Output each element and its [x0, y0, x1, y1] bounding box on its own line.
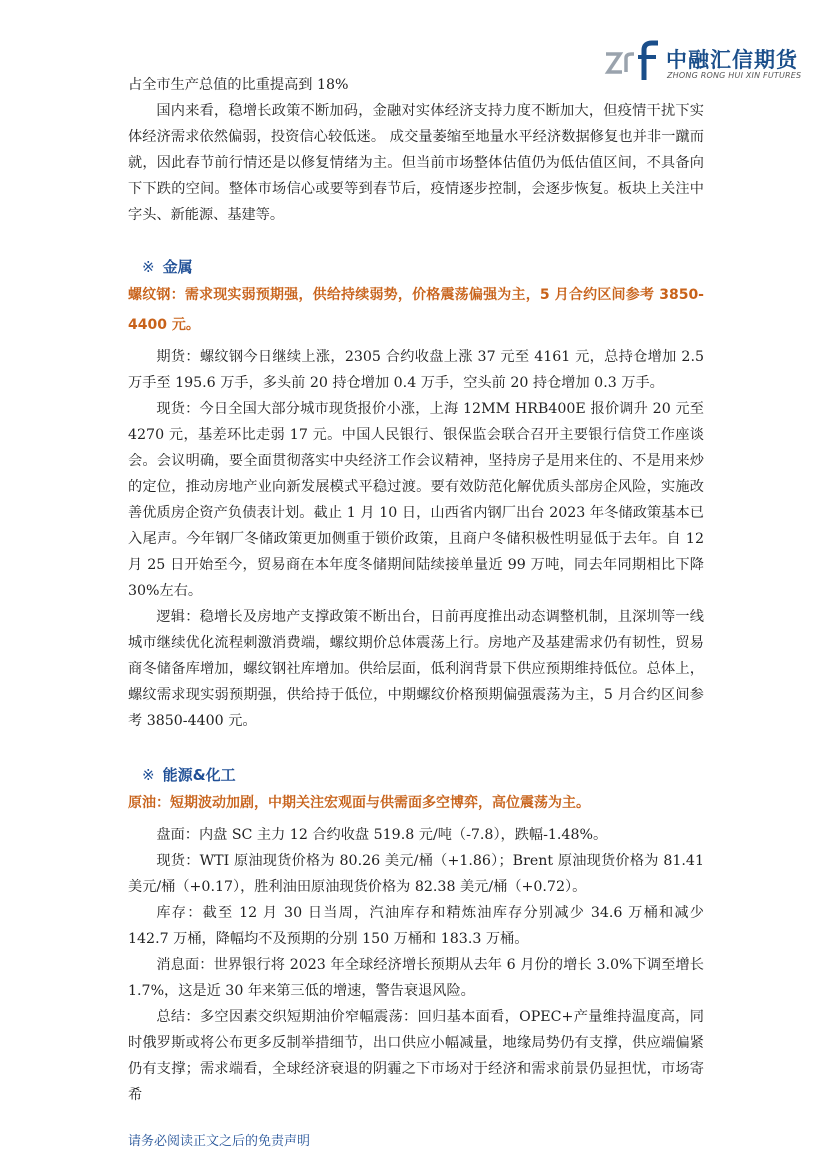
section-title-metals-label: 金属: [162, 258, 193, 276]
reference-mark-icon: ※: [142, 258, 155, 276]
logo-english-name: ZHONG RONG HUI XIN FUTURES: [667, 71, 802, 80]
metals-logic-paragraph: 逻辑：稳增长及房地产支撑政策不断出台，日前再度推出动态调整机制，且深圳等一线城市继续优化流程刺激消费端，螺纹期价总体震荡上行。房地产及基建需求仍有韧性，贸易商冬储备库增加，螺纹钢社库增加。供给层面，低利润背景下供应预期维持低位。总体上，螺纹需求现实弱预期强，供给持于低位，中期螺纹价格预期偏强震荡为主，5 月合约区间参考 3850-4400 元。: [128, 609, 704, 729]
energy-inventory-paragraph: 库存：截至 12 月 30 日当周，汽油库存和精炼油库存分别减少 34.6 万桶和减少 142.7 万桶，降幅均不及预期的分别 150 万桶和 183.3 万桶。: [128, 905, 704, 947]
reference-mark-icon: ※: [142, 766, 155, 784]
section-title-energy-label: 能源&化工: [162, 766, 236, 784]
section-title-metals: [128, 254, 704, 280]
section-title-energy: [128, 762, 704, 788]
intro-continuation-line: 占全市生产总值的比重提高到 18%: [128, 77, 349, 93]
logo-chinese-name: 中融汇信期货: [666, 48, 798, 72]
footer-disclaimer: 请务必阅读正文之后的免责声明: [128, 1134, 311, 1149]
metals-spot-paragraph: 现货：今日全国大部分城市现货报价小涨，上海 12MM HRB400E 报价调升 20 元至 4270 元，基差环比走弱 17 元。中国人民银行、银保监会联合召开主要银行信贷工作座谈会。会议明确，要全面贯彻落实中央经济工作会议精神，坚持房子是用来住的、不是用来炒的定位，推动房地产业向新发展模式平稳过渡。要有效防范化解优质头部房企风险，实施改善优质房企资产负债表计划。截止 1 月 10 日，山西省内钢厂出台 2023 年冬储政策基本已入尾声。今年钢厂冬储政策更加侧重于锁价政策，且商户冬储积极性明显低于去年。自 12 月 25 日开始至今，贸易商在本年度冬储期间陆续接单量近 99 万吨，同去年同期相比下降 30%左右。: [128, 401, 704, 599]
energy-news-paragraph: 消息面：世界银行将 2023 年全球经济增长预期从去年 6 月份的增长 3.0%下调至增长 1.7%，这是近 30 年来第三低的增速，警告衰退风险。: [128, 957, 704, 999]
energy-summary-paragraph: 总结：多空因素交织短期油价窄幅震荡：回归基本面看，OPEC+产量维持温度高，同时俄罗斯或将公布更多反制举措细节，出口供应小幅减量，地缘局势仍有支撑，供应端偏紧仍有支撑；需求端看，全球经济衰退的阴霾之下市场对于经济和需求前景仍显担忧，市场寄希: [128, 1009, 704, 1103]
metals-futures-paragraph: 期货：螺纹钢今日继续上涨，2305 合约收盘上涨 37 元至 4161 元，总持仓增加 2.5 万手至 195.6 万手，多头前 20 持仓增加 0.4 万手，空头前 20 持仓增加 0.3 万手。: [128, 349, 704, 391]
energy-spot-paragraph: 现货：WTI 原油现货价格为 80.26 美元/桶（+1.86）；Brent 原油现货价格为 81.41 美元/桶（+0.17），胜利油田原油现货价格为 82.38 美元/桶（+0.72）。: [128, 853, 704, 895]
energy-disk-paragraph: 盘面：内盘 SC 主力 12 合约收盘 519.8 元/吨（-7.8），跌幅-1.48%。: [156, 827, 608, 843]
intro-paragraph: 国内来看，稳增长政策不断加码，金融对实体经济支持力度不断加大，但疫情干扰下实体经济需求依然偏弱，投资信心较低迷。 成交量萎缩至地量水平经济数据修复也并非一蹴而就，因此春节前行情还是以修复情绪为主。但当前市场整体估值仍为低估值区间，不具备向下下跌的空间。整体市场信心或要等到春节后，疫情逐步控制，会逐步恢复。板块上关注中字头、新能源、基建等。: [128, 103, 704, 223]
metals-headline: 螺纹钢：需求现实弱预期强，供给持续弱势，价格震荡偏强为主，5 月合约区间参考 3850-4400 元。: [128, 287, 704, 333]
report-body: [128, 72, 704, 1108]
energy-headline: 原油：短期波动加剧，中期关注宏观面与供需面多空博弈，高位震荡为主。: [128, 795, 590, 811]
